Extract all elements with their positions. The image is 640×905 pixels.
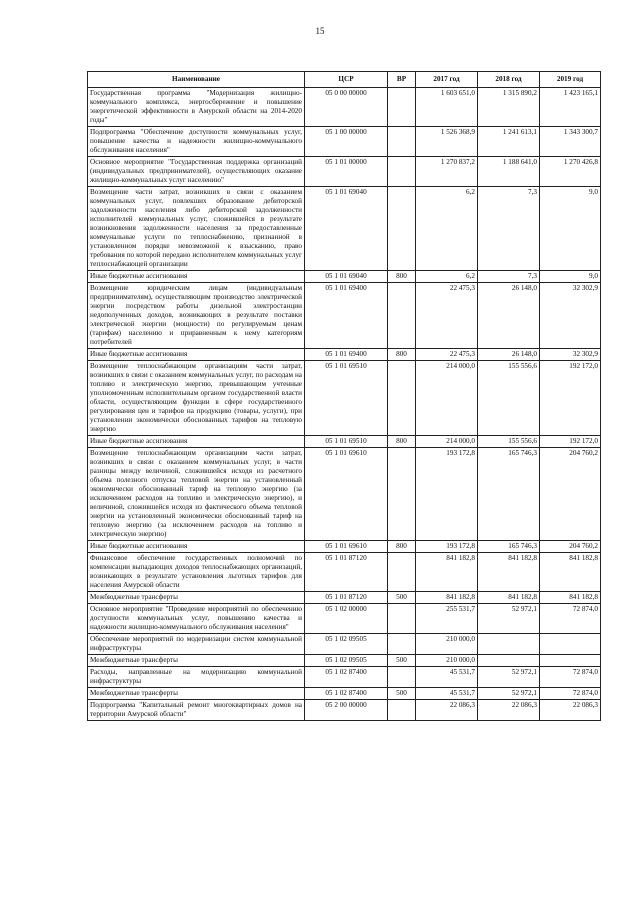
table-row (88, 157, 601, 187)
row-2018: 155 556,6 (478, 436, 540, 448)
row-2018: 1 188 641,0 (478, 157, 540, 187)
row-name: Подпрограмма "Обеспечение доступности коммунальных услуг, повышение качества и надежности жилищно-коммунального обслуживания населения" (88, 127, 305, 157)
row-vr (388, 361, 416, 436)
table-header-row (88, 72, 601, 88)
row-vr: 800 (388, 541, 416, 553)
row-name: Подпрограмма "Капитальный ремонт многоквартирных домов на территории Амурской области" (88, 700, 305, 721)
row-csr: 05 2 00 00000 (305, 700, 388, 721)
row-csr: 05 1 01 69510 (305, 436, 388, 448)
row-2018: 52 972,1 (478, 688, 540, 700)
row-2018: 52 972,1 (478, 604, 540, 634)
row-vr (388, 88, 416, 127)
row-2017: 193 172,8 (416, 448, 478, 541)
row-2019: 192 172,0 (540, 361, 601, 436)
row-csr: 05 1 01 69040 (305, 187, 388, 271)
row-2018: 841 182,8 (478, 553, 540, 592)
row-name: Финансовое обеспечение государственных полномочий по компенсации выпадающих доходов теплоснабжающих организаций, возникающих в результате установления льготных тарифов для населения Амурской области (88, 553, 305, 592)
row-2019: 192 172,0 (540, 436, 601, 448)
row-vr (388, 634, 416, 655)
budget-table (87, 71, 601, 721)
row-name: Обеспечение мероприятий по модернизации систем коммунальной инфраструктуры (88, 634, 305, 655)
row-csr: 05 1 02 09505 (305, 634, 388, 655)
table-row (88, 187, 601, 271)
row-2017: 22 475,3 (416, 283, 478, 349)
row-vr: 800 (388, 349, 416, 361)
row-2019: 32 302,9 (540, 349, 601, 361)
row-2017: 1 270 837,2 (416, 157, 478, 187)
page-number: 15 (315, 26, 325, 36)
row-2018: 165 746,3 (478, 448, 540, 541)
row-csr: 05 0 00 00000 (305, 88, 388, 127)
row-vr (388, 700, 416, 721)
table-row (88, 349, 601, 361)
row-csr: 05 1 01 69510 (305, 361, 388, 436)
row-csr: 05 1 01 69400 (305, 283, 388, 349)
row-2017: 255 531,7 (416, 604, 478, 634)
row-2019: 204 760,2 (540, 448, 601, 541)
row-2017: 6,2 (416, 271, 478, 283)
row-csr: 05 1 01 00000 (305, 157, 388, 187)
row-name: Межбюджетные трансферты (88, 688, 305, 700)
row-vr: 500 (388, 592, 416, 604)
row-2019: 1 270 426,8 (540, 157, 601, 187)
table-row (88, 283, 601, 349)
table-row (88, 271, 601, 283)
row-vr: 500 (388, 655, 416, 667)
row-2019: 22 086,3 (540, 700, 601, 721)
row-2019: 72 874,0 (540, 604, 601, 634)
row-name: Межбюджетные трансферты (88, 592, 305, 604)
row-2018: 7,3 (478, 187, 540, 271)
row-vr (388, 157, 416, 187)
row-2018: 26 148,0 (478, 349, 540, 361)
row-2019: 32 302,9 (540, 283, 601, 349)
table-row (88, 553, 601, 592)
row-2017: 210 000,0 (416, 634, 478, 655)
row-csr: 05 1 01 69610 (305, 541, 388, 553)
row-csr: 05 1 01 69400 (305, 349, 388, 361)
row-2017: 193 172,8 (416, 541, 478, 553)
row-name: Государственная программа "Модернизация жилищно-коммунального комплекса, энергосбережение и повышение энергетической эффективности в Амурской области на 2014-2020 годы" (88, 88, 305, 127)
header-2017: 2017 год (416, 72, 478, 88)
row-csr: 05 1 02 87400 (305, 667, 388, 688)
row-2019: 841 182,8 (540, 553, 601, 592)
row-2017: 45 531,7 (416, 688, 478, 700)
row-csr: 05 1 01 69610 (305, 448, 388, 541)
table-row (88, 700, 601, 721)
row-vr (388, 604, 416, 634)
table-row (88, 88, 601, 127)
table-row (88, 448, 601, 541)
header-2018: 2018 год (478, 72, 540, 88)
row-2017: 210 000,0 (416, 655, 478, 667)
row-name: Расходы, направленные на модернизацию коммунальной инфраструктуры (88, 667, 305, 688)
row-name: Иные бюджетные ассигнования (88, 436, 305, 448)
row-name: Возмещение юридическим лицам (индивидуальным предпринимателям), осуществляющим производство электрической энергии посредством работы дизельной электростанции недополученных доходов, возникающих в результате поставки электрической энергии (мощности) по регулируемым ценам (тарифам) населению и приравненным к нему категориям потребителей (88, 283, 305, 349)
table-row (88, 655, 601, 667)
row-2017: 22 475,3 (416, 349, 478, 361)
row-name: Основное мероприятие "Государственная поддержка организаций (индивидуальных предпринимателей), осуществляющих оказание жилищно-коммунальных услуг населению" (88, 157, 305, 187)
row-2018 (478, 655, 540, 667)
row-2019: 72 874,0 (540, 667, 601, 688)
row-2018: 155 556,6 (478, 361, 540, 436)
row-name: Иные бюджетные ассигнования (88, 271, 305, 283)
row-vr: 800 (388, 436, 416, 448)
row-csr: 05 1 01 69040 (305, 271, 388, 283)
row-name: Возмещение части затрат, возникших в связи с оказанием коммунальных услуг, повлекших образование дебиторской задолженности населения либо дебиторской задолженности исполнителей коммунальных услуг, сложившейся в результате возникновения задолженности населения за предоставленные коммунальные услуги по теплоснабжению, признанной в установленном порядке невозможной к взысканию, право требования по которой передано исполнителем коммунальных услуг теплоснабжающей организации (88, 187, 305, 271)
row-2019: 204 760,2 (540, 541, 601, 553)
row-2018: 841 182,8 (478, 592, 540, 604)
row-csr: 05 1 00 00000 (305, 127, 388, 157)
row-2017: 22 086,3 (416, 700, 478, 721)
row-vr: 800 (388, 271, 416, 283)
row-2018: 1 315 890,2 (478, 88, 540, 127)
row-csr: 05 1 02 00000 (305, 604, 388, 634)
row-csr: 05 1 02 87400 (305, 688, 388, 700)
row-2018: 1 241 613,1 (478, 127, 540, 157)
row-2019 (540, 655, 601, 667)
row-2018: 26 148,0 (478, 283, 540, 349)
row-name: Возмещение теплоснабжающим организациям части затрат, возникших в связи с оказанием коммунальных услуг, в части разницы между величиной, сложившейся исходя из расчетного объема полезного отпуска тепловой энергии на установленный экономически обоснованный тариф на тепловую энергию (за исключением расходов на топливо и электрическую энергию), и величиной, сложившейся исходя из фактического объема тепловой энергии на установленный экономически обоснованный тариф на тепловую энергию (за исключением расходов на топливо и электрическую энергию) (88, 448, 305, 541)
table-row (88, 667, 601, 688)
row-name: Иные бюджетные ассигнования (88, 349, 305, 361)
row-2019: 841 182,8 (540, 592, 601, 604)
header-csr: ЦСР (305, 72, 388, 88)
row-2019: 9,0 (540, 187, 601, 271)
row-name: Основное мероприятие "Проведение мероприятий по обеспечению доступности коммунальных услуг, повышению качества и надежности жилищно-коммунального обслуживания населения" (88, 604, 305, 634)
row-vr (388, 667, 416, 688)
table-row (88, 634, 601, 655)
row-2017: 6,2 (416, 187, 478, 271)
table-row (88, 688, 601, 700)
row-2019: 1 423 165,1 (540, 88, 601, 127)
row-2017: 841 182,8 (416, 592, 478, 604)
header-2019: 2019 год (540, 72, 601, 88)
row-vr (388, 553, 416, 592)
row-vr (388, 127, 416, 157)
row-2017: 841 182,8 (416, 553, 478, 592)
row-2018: 165 746,3 (478, 541, 540, 553)
row-name: Иные бюджетные ассигнования (88, 541, 305, 553)
table-row (88, 127, 601, 157)
row-csr: 05 1 02 09505 (305, 655, 388, 667)
table-row (88, 541, 601, 553)
row-2018: 7,3 (478, 271, 540, 283)
row-csr: 05 1 01 87120 (305, 553, 388, 592)
row-name: Межбюджетные трансферты (88, 655, 305, 667)
row-2019: 1 343 300,7 (540, 127, 601, 157)
row-vr (388, 187, 416, 271)
row-2017: 45 531,7 (416, 667, 478, 688)
row-2017: 214 000,0 (416, 436, 478, 448)
row-vr: 500 (388, 688, 416, 700)
row-2019: 9,0 (540, 271, 601, 283)
row-2018: 52 972,1 (478, 667, 540, 688)
row-name: Возмещение теплоснабжающим организациям части затрат, возникших в связи с оказанием коммунальных услуг, по расходам на топливо и электрическую энергию, превышающим учтенные уполномоченным исполнительным органом государственной власти области, осуществляющим функции в сфере государственного регулирования цен и тарифов на продукцию (товары, услуги), при установлении экономически обоснованных тарифов на тепловую энергию (88, 361, 305, 436)
table-row (88, 592, 601, 604)
row-csr: 05 1 01 87120 (305, 592, 388, 604)
row-2017: 1 526 368,9 (416, 127, 478, 157)
table-row (88, 604, 601, 634)
row-2018 (478, 634, 540, 655)
header-vr: ВР (388, 72, 416, 88)
row-vr (388, 448, 416, 541)
row-2017: 1 603 651,0 (416, 88, 478, 127)
header-name: Наименование (88, 72, 305, 88)
row-2019: 72 874,0 (540, 688, 601, 700)
row-2018: 22 086,3 (478, 700, 540, 721)
row-vr (388, 283, 416, 349)
row-2017: 214 000,0 (416, 361, 478, 436)
table-row (88, 361, 601, 436)
table-row (88, 436, 601, 448)
row-2019 (540, 634, 601, 655)
